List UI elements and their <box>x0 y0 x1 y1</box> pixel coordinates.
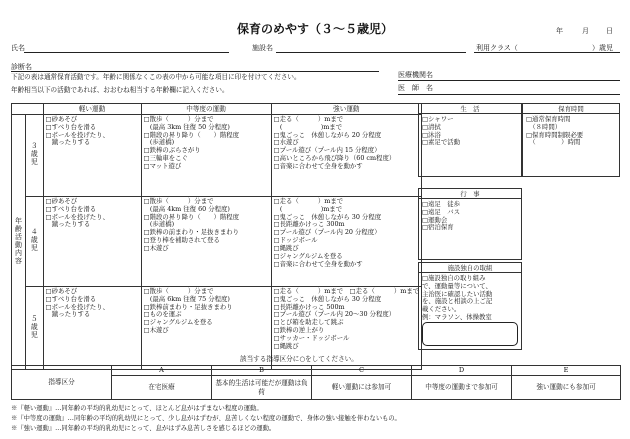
footnote: ※『中等度の運動』…同年齢の平均的乳幼児にとって、少し息がはずむが、息苦しくない程度の運動で、身体の強い接触を伴わないもの。 <box>11 415 401 422</box>
life-item[interactable]: □素足で活動 <box>422 138 460 147</box>
footnote: ※『強い運動』…同年齢の平均的乳幼児にとって、息がはずみ息苦しさを感じるほどの運動。 <box>11 425 276 432</box>
activity-item[interactable]: □散歩（ ）分まで <box>143 287 214 296</box>
activity-item[interactable]: □鉄棒の逆上がり <box>273 326 325 335</box>
activity-item[interactable]: □散歩（ ）分まで <box>143 197 214 206</box>
activity-item[interactable]: □マット遊び <box>143 161 182 170</box>
col-light-header: 軽い運動 <box>43 104 141 115</box>
doctor-field[interactable] <box>398 94 620 95</box>
grade-option-c[interactable]: 軽い運動には参加可 <box>312 376 412 400</box>
activity-item: ( )mまで <box>273 204 343 213</box>
activity-item[interactable]: □登り棒を補助されて登る <box>143 236 220 245</box>
activity-item: (最高 4km 往復 60 分程度) <box>143 204 230 213</box>
activity-item[interactable]: □階段の昇り降り（ ）階程度 <box>143 212 240 221</box>
activity-item[interactable]: □長距離かけっこ 300m <box>273 220 345 229</box>
age-4-strong-cell[interactable] <box>271 197 422 287</box>
activity-item[interactable]: □縄跳び <box>273 243 299 252</box>
activity-item[interactable]: □鉄棒前まわり・足抜きまわり <box>143 302 233 311</box>
activity-item[interactable]: □とび箱を助走して跳ぶ <box>273 318 344 327</box>
activity-item[interactable]: □鬼ごっこ 休憩しながら 30 分程度 <box>273 294 382 303</box>
age-3-strong-cell[interactable] <box>271 115 422 197</box>
life-item[interactable]: □シャワー <box>422 115 454 123</box>
date-month-label: 月 <box>582 27 589 35</box>
events-box <box>418 188 522 260</box>
class-label: 利用クラス（ <box>476 44 518 52</box>
special-item: 載ください。 <box>422 305 461 314</box>
table-corner <box>12 104 44 115</box>
age-4-light-cell[interactable] <box>43 197 141 287</box>
event-item[interactable]: □遠足 徒歩 <box>422 200 460 208</box>
grade-letter[interactable]: A <box>112 366 212 376</box>
diagnosis-field[interactable] <box>11 71 379 72</box>
activity-item[interactable]: □木遊び <box>143 243 169 252</box>
age-activity-group-cell <box>12 115 26 370</box>
special-item: 例：マラソン、体操教室 <box>422 313 492 322</box>
activity-item[interactable]: □ボールを投げたり、 <box>45 212 109 221</box>
class-suffix: ）歳児 <box>592 44 613 52</box>
life-item[interactable]: □清拭 <box>422 122 441 131</box>
hours-box <box>522 103 620 177</box>
date-day-label: 日 <box>606 27 613 35</box>
activity-item[interactable]: □鉄棒の前まわり・足抜きまわり <box>143 228 240 237</box>
special-item: を、施設と相談の上ご記 <box>422 297 493 306</box>
activity-item[interactable]: □走る（ ）mまで <box>273 197 344 206</box>
grade-caption: 該当する指導区分に○をしてください。 <box>240 355 358 363</box>
hours-item: （ ）時間 <box>526 138 581 147</box>
name-field[interactable] <box>24 52 229 53</box>
event-item[interactable]: □遠足 バス <box>422 207 460 216</box>
doctor-label: 医 師 名 <box>398 84 433 92</box>
activity-item[interactable]: □プール遊び（プール内 20～30 分程度） <box>273 310 396 319</box>
activity-item[interactable]: □縄跳び <box>273 341 299 350</box>
activity-item[interactable]: □水遊び <box>273 138 299 147</box>
grade-option-a[interactable]: 在宅医療 <box>112 376 212 400</box>
activity-item: ( )mまで <box>273 122 343 131</box>
event-item[interactable]: □宿泊保育 <box>422 223 454 232</box>
footnote: ※『軽い運動』…同年齢の平均的乳幼児にとって、ほとんど息がはずまない程度の運動。 <box>11 405 263 412</box>
activity-item[interactable]: □ボールを投げたり、 <box>45 130 109 139</box>
activity-item[interactable]: □高いところから飛び降り（60 cm程度） <box>273 154 396 163</box>
special-item: で、運動量等について、 <box>422 281 492 290</box>
age-3-label: ３歳児 <box>30 142 39 167</box>
activity-item: 蹴ったりする <box>45 138 91 147</box>
activity-item[interactable]: □散歩（ ）分まで <box>143 115 214 124</box>
grade-option-d[interactable]: 中等度の運動まで参加可 <box>412 376 512 400</box>
activity-item[interactable]: □ジャングルジムを登る <box>273 251 343 260</box>
activity-item[interactable]: □ジャングルジムを登る <box>143 318 213 327</box>
age-5-light-cell[interactable] <box>43 287 141 370</box>
age-5-label: ５歳児 <box>30 314 39 339</box>
hours-item[interactable]: □保育時間制限必要 <box>526 130 584 139</box>
activity-item[interactable]: □階段の昇り降り（ ）階程度 <box>143 130 240 139</box>
grade-letter[interactable]: C <box>312 366 412 376</box>
date-year-label: 年 <box>556 27 563 35</box>
activity-item[interactable]: □ボールを投げたり、 <box>45 302 109 311</box>
age-4-moderate-cell[interactable] <box>141 197 271 287</box>
grade-option-e[interactable]: 強い運動にも参加可 <box>512 376 621 400</box>
activity-item[interactable]: □音楽に合わせて全身を動かす <box>273 259 363 268</box>
medical-institution-field[interactable] <box>398 80 620 81</box>
activity-item: (歩道橋) <box>143 220 175 229</box>
activity-item[interactable]: □長距離かけっこ 500m <box>273 302 345 311</box>
special-entry-field[interactable] <box>422 322 518 346</box>
activity-item[interactable]: □すべり台を滑る <box>45 204 97 213</box>
activity-item[interactable]: □木遊び <box>143 326 169 335</box>
hours-header: 保育時間 <box>523 104 619 114</box>
grade-letter[interactable]: D <box>412 366 512 376</box>
activity-item[interactable]: □すべり台を滑る <box>45 294 97 303</box>
age-3-moderate-cell[interactable] <box>141 115 271 197</box>
medical-institution-label: 医療機関名 <box>398 71 433 79</box>
activity-item[interactable]: □三輪車をこぐ <box>143 154 188 163</box>
activity-item[interactable]: □鉄棒のぶらさがり <box>143 146 201 155</box>
facility-field[interactable] <box>276 52 466 53</box>
grade-option-b[interactable]: 基本的生活は可能だが運動は負荷 <box>212 376 312 400</box>
activity-item[interactable]: □ドッジボール <box>273 236 318 245</box>
instruction-2: 年齢相当以下の活動であれば、おおむね相当する年齢欄に記入ください。 <box>11 86 229 94</box>
footnotes <box>11 404 401 434</box>
activity-item[interactable]: □鬼ごっこ 休憩しながら 30 分程度 <box>273 212 382 221</box>
activity-item: 蹴ったりする <box>45 310 91 319</box>
activity-item[interactable]: □すべり台を滑る <box>45 122 97 131</box>
activity-item: (最高 6km 往復 75 分程度) <box>143 294 230 303</box>
name-label: 氏名 <box>11 44 25 52</box>
activity-item: (歩道橋) <box>143 138 175 147</box>
life-item[interactable]: □沐浴 <box>422 130 441 139</box>
hours-item[interactable]: □通常保育時間 <box>526 115 571 123</box>
life-box <box>418 103 522 177</box>
age-4-label: ４歳児 <box>30 228 39 253</box>
age-activity-group-label: 年齢活動内容 <box>14 216 23 265</box>
facility-label: 施設名 <box>252 44 273 52</box>
col-strong-header: 強い運動 <box>271 104 422 115</box>
activity-item[interactable]: □音楽に合わせて全身を動かす <box>273 161 363 170</box>
activity-item[interactable]: □砂あそび <box>45 115 78 124</box>
special-header: 施設独自の取組 <box>419 263 521 273</box>
activity-item[interactable]: □砂あそび <box>45 287 78 296</box>
activity-item[interactable]: □サッカー・ドッジボール <box>273 333 350 342</box>
activity-item[interactable]: □砂あそび <box>45 197 78 206</box>
life-header: 生 活 <box>419 104 521 114</box>
special-item: 主治医に確認したい活動 <box>422 289 493 298</box>
col-moderate-header: 中等度の運動 <box>141 104 271 115</box>
class-field[interactable] <box>474 52 620 53</box>
event-item[interactable]: □運動会 <box>422 215 448 224</box>
diagnosis-label: 診断名 <box>11 63 32 71</box>
hours-item: （８時間） <box>526 122 562 131</box>
instruction-1: 下記の表は通常保育活動です。年齢に関係なくこの表の中から可能な項目に印を付けてください。 <box>11 73 301 81</box>
grade-letter[interactable]: B <box>212 366 312 376</box>
grade-table <box>11 365 621 400</box>
activity-item[interactable]: □プール遊び（プール内 20 分程度） <box>273 228 381 237</box>
age-3-light-cell[interactable] <box>43 115 141 197</box>
activity-item: (最高 3km 往復 50 分程度) <box>143 122 230 131</box>
activity-item[interactable]: □走る（ ）mまで □走る（ ）mまで <box>273 287 420 296</box>
grade-letter[interactable]: E <box>512 366 621 376</box>
activity-item[interactable]: □鬼ごっこ 休憩しながら 20 分程度 <box>273 130 382 139</box>
page-title: 保育のめやす（３～５歳児） <box>236 22 393 36</box>
grade-row-label: 指導区分 <box>12 366 112 400</box>
special-item[interactable]: □施設独自の取り組み <box>422 274 486 282</box>
activity-item[interactable]: □走る（ ）mまで <box>273 115 344 124</box>
activity-item[interactable]: □プール遊び（プール内 15 分程度） <box>273 146 381 155</box>
activity-item[interactable]: □ものを運ぶ <box>143 310 182 319</box>
activity-table <box>11 103 422 370</box>
activity-item: 蹴ったりする <box>45 220 91 229</box>
events-header: 行 事 <box>419 189 521 199</box>
